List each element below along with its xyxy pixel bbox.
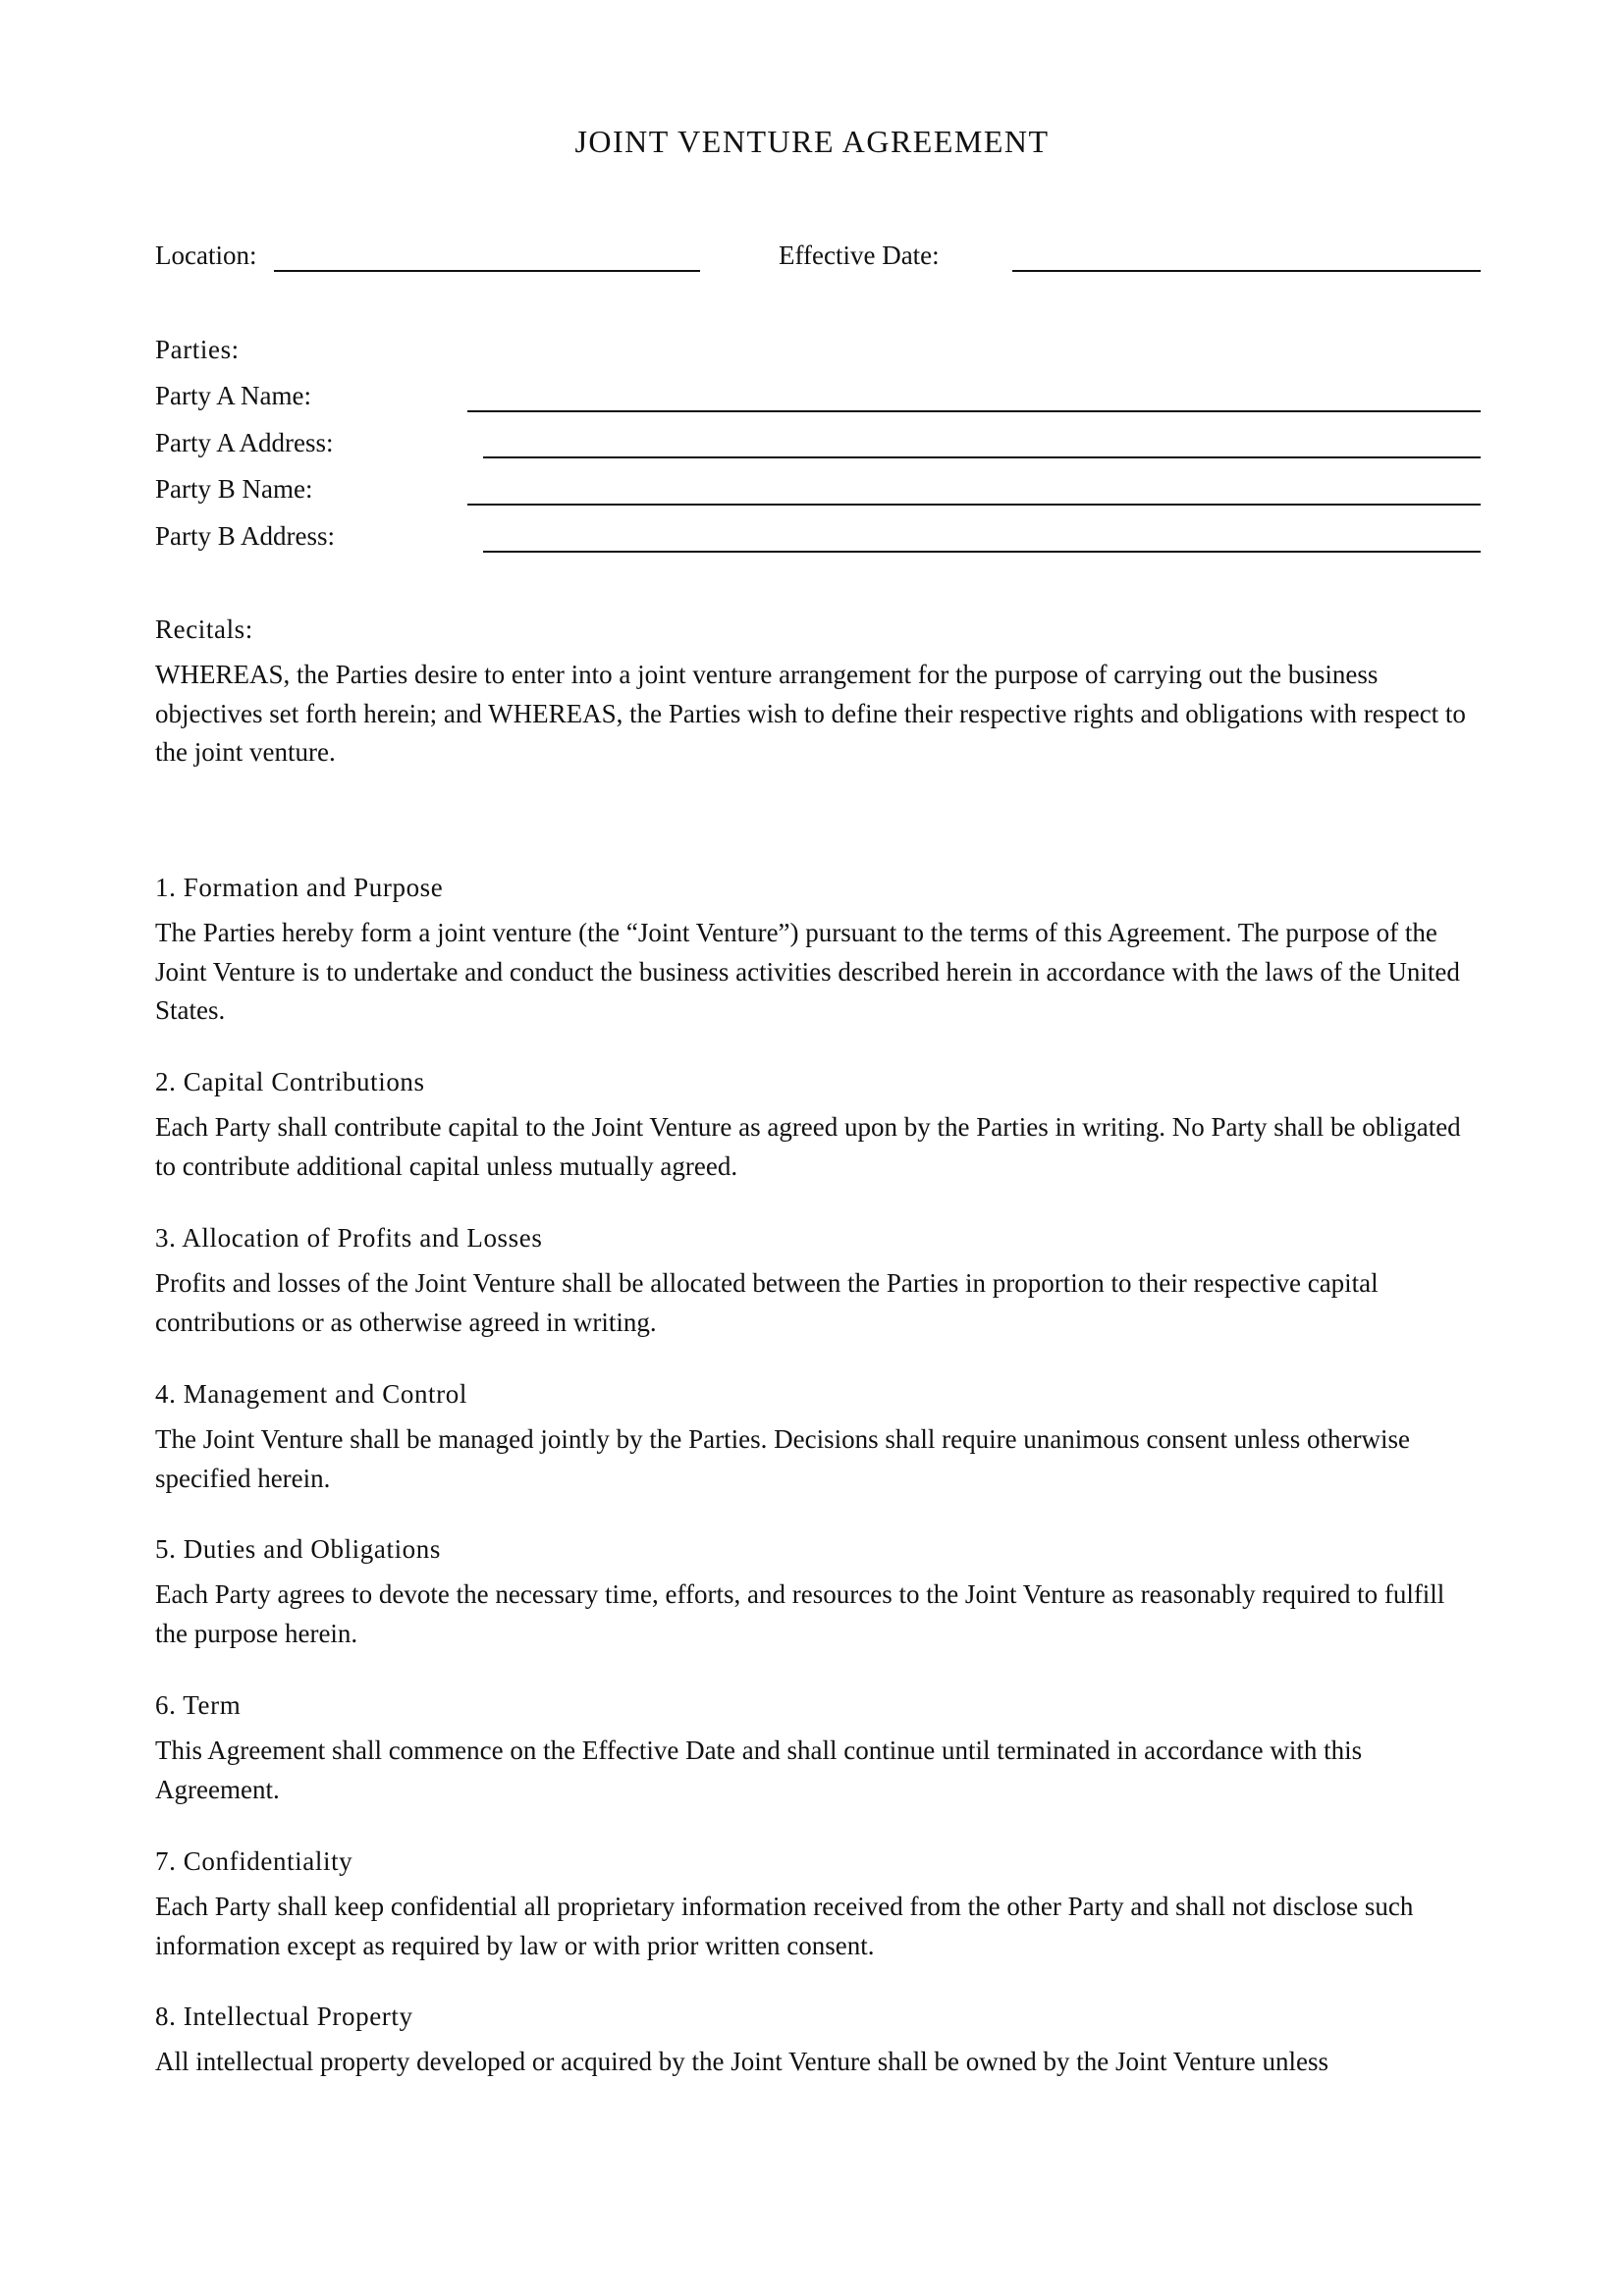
effective-date-label: Effective Date: [779, 240, 940, 270]
party-b-name-blank-line[interactable] [467, 504, 1481, 506]
section-heading: 8. Intellectual Property [155, 2002, 413, 2031]
party-b-name-label: Party B Name: [155, 474, 313, 504]
party-b-address-blank-line[interactable] [483, 551, 1481, 553]
parties-heading: Parties: [155, 335, 240, 364]
section-heading: 5. Duties and Obligations [155, 1534, 441, 1564]
section-text: Each Party shall keep confidential all proprietary information received from the other Party and shall not disclose such information except as required by law or with prior written consent. [155, 1892, 1414, 1960]
section-text: The Joint Venture shall be managed jointly by the Parties. Decisions shall require unanimous consent unless otherwise specified herein. [155, 1424, 1410, 1493]
section-heading: 3. Allocation of Profits and Losses [155, 1223, 543, 1253]
section-text: Profits and losses of the Joint Venture shall be allocated between the Parties in proportion to their respective capital contributions or as otherwise agreed in writing. [155, 1268, 1379, 1337]
section-heading: 1. Formation and Purpose [155, 873, 444, 902]
section-text: All intellectual property developed or acquired by the Joint Venture shall be owned by the Joint Venture unless [155, 2047, 1328, 2076]
section-text: The Parties hereby form a joint venture (the “Joint Venture”) pursuant to the terms of this Agreement. The purpose of the Joint Venture is to undertake and conduct the business activities described herein in accordance with the laws of the United States. [155, 918, 1460, 1025]
section-heading: 2. Capital Contributions [155, 1067, 425, 1096]
document-title: JOINT VENTURE AGREEMENT [574, 124, 1050, 159]
effective-date-blank-line[interactable] [1012, 270, 1481, 272]
party-a-name-blank-line[interactable] [467, 410, 1481, 412]
party-a-address-blank-line[interactable] [483, 456, 1481, 458]
section-heading: 6. Term [155, 1690, 242, 1720]
location-label: Location: [155, 240, 257, 270]
section-text: Each Party agrees to devote the necessary time, efforts, and resources to the Joint Venture as reasonably required to fulfill the purpose herein. [155, 1579, 1445, 1648]
party-a-address-label: Party A Address: [155, 428, 334, 457]
party-b-address-label: Party B Address: [155, 521, 336, 551]
location-blank-line[interactable] [274, 270, 700, 272]
section-heading: 7. Confidentiality [155, 1846, 353, 1876]
recitals-text: WHEREAS, the Parties desire to enter into a joint venture arrangement for the purpose of carrying out the business objectives set forth herein; and WHEREAS, the Parties wish to define their respective rights and obligations with respect to the joint venture. [155, 660, 1466, 767]
section-text: Each Party shall contribute capital to the Joint Venture as agreed upon by the Parties in writing. No Party shall be obligated to contribute additional capital unless mutually agreed. [155, 1112, 1461, 1181]
recitals-heading: Recitals: [155, 614, 253, 644]
section-heading: 4. Management and Control [155, 1379, 467, 1409]
party-a-name-label: Party A Name: [155, 381, 311, 410]
section-text: This Agreement shall commence on the Effective Date and shall continue until terminated in accordance with this Agreement. [155, 1735, 1363, 1804]
